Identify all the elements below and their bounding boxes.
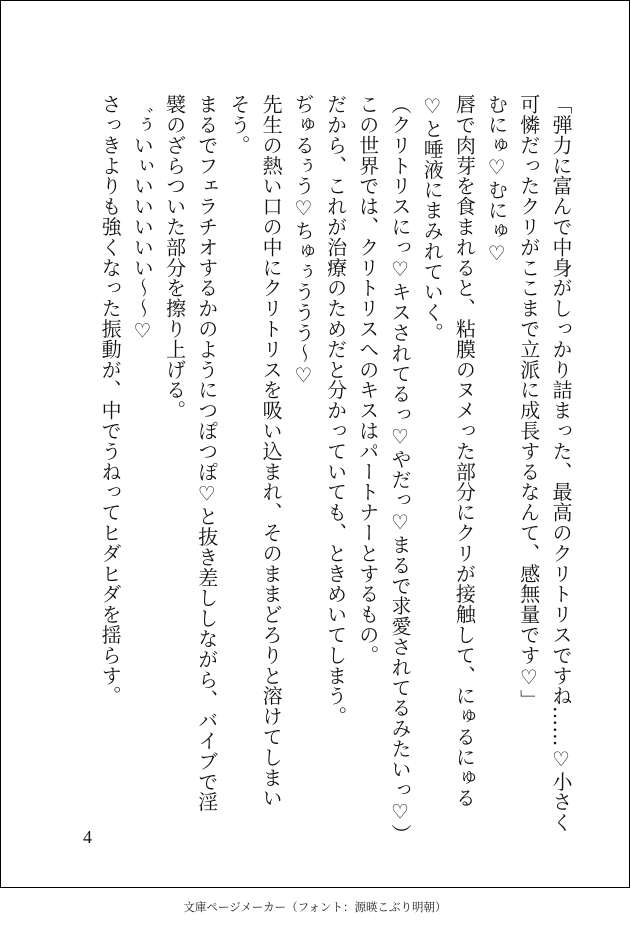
text-line: まるでフェラチオするかのようにつぽつぽ♡と抜き差ししながら、バイブで淫	[194, 94, 219, 812]
body-text	[94, 94, 577, 864]
text-line: （クリトリスにっ♡キスされてるっ♡やだっ♡まるで求愛されてるみたいっ♡）	[387, 94, 412, 845]
text-line: さっきよりも強くなった振動が、中でうねってヒダヒダを揺らす。	[98, 94, 123, 706]
text-line: だから、これが治療のためだと分かっていても、ときめいてしまう。	[323, 94, 348, 727]
text-line: ぢゅるぅう♡ちゅぅううう〜♡	[291, 94, 316, 388]
text-line: ♡と唾液にまみれていく。	[420, 94, 445, 343]
text-line: 「弾力に富んで中身がしっかり詰まった、最高のクリトリスですね……♡小さく	[549, 94, 573, 833]
text-line: 唇で肉芽を食まれると、粘膜のヌメった部分にクリが接触して、にゅるにゅる	[452, 94, 477, 808]
text-line: 可憐だったクリがここまで立派に成長するなんて、感無量です♡」	[516, 94, 541, 710]
text-line: この世界では、クリトリスへのキスはパートナーとするもの。	[355, 94, 380, 666]
text-line: 先生の熱い口の中にクリトリスを吸い込まれ、そのままどろりと溶けてしまい	[259, 94, 284, 808]
text-line: 襞のざらついた部分を擦り上げる。	[162, 94, 187, 421]
text-line: ゛ぅいぃいいいいい〜〜♡	[130, 94, 155, 343]
page-number: 4	[83, 827, 92, 847]
text-line: そう。	[226, 94, 251, 156]
text-line: むにゅ♡むにゅ♡	[484, 94, 509, 266]
footer-credit: 文庫ページメーカー（フォント：源暎こぶり明朝）	[183, 900, 447, 914]
